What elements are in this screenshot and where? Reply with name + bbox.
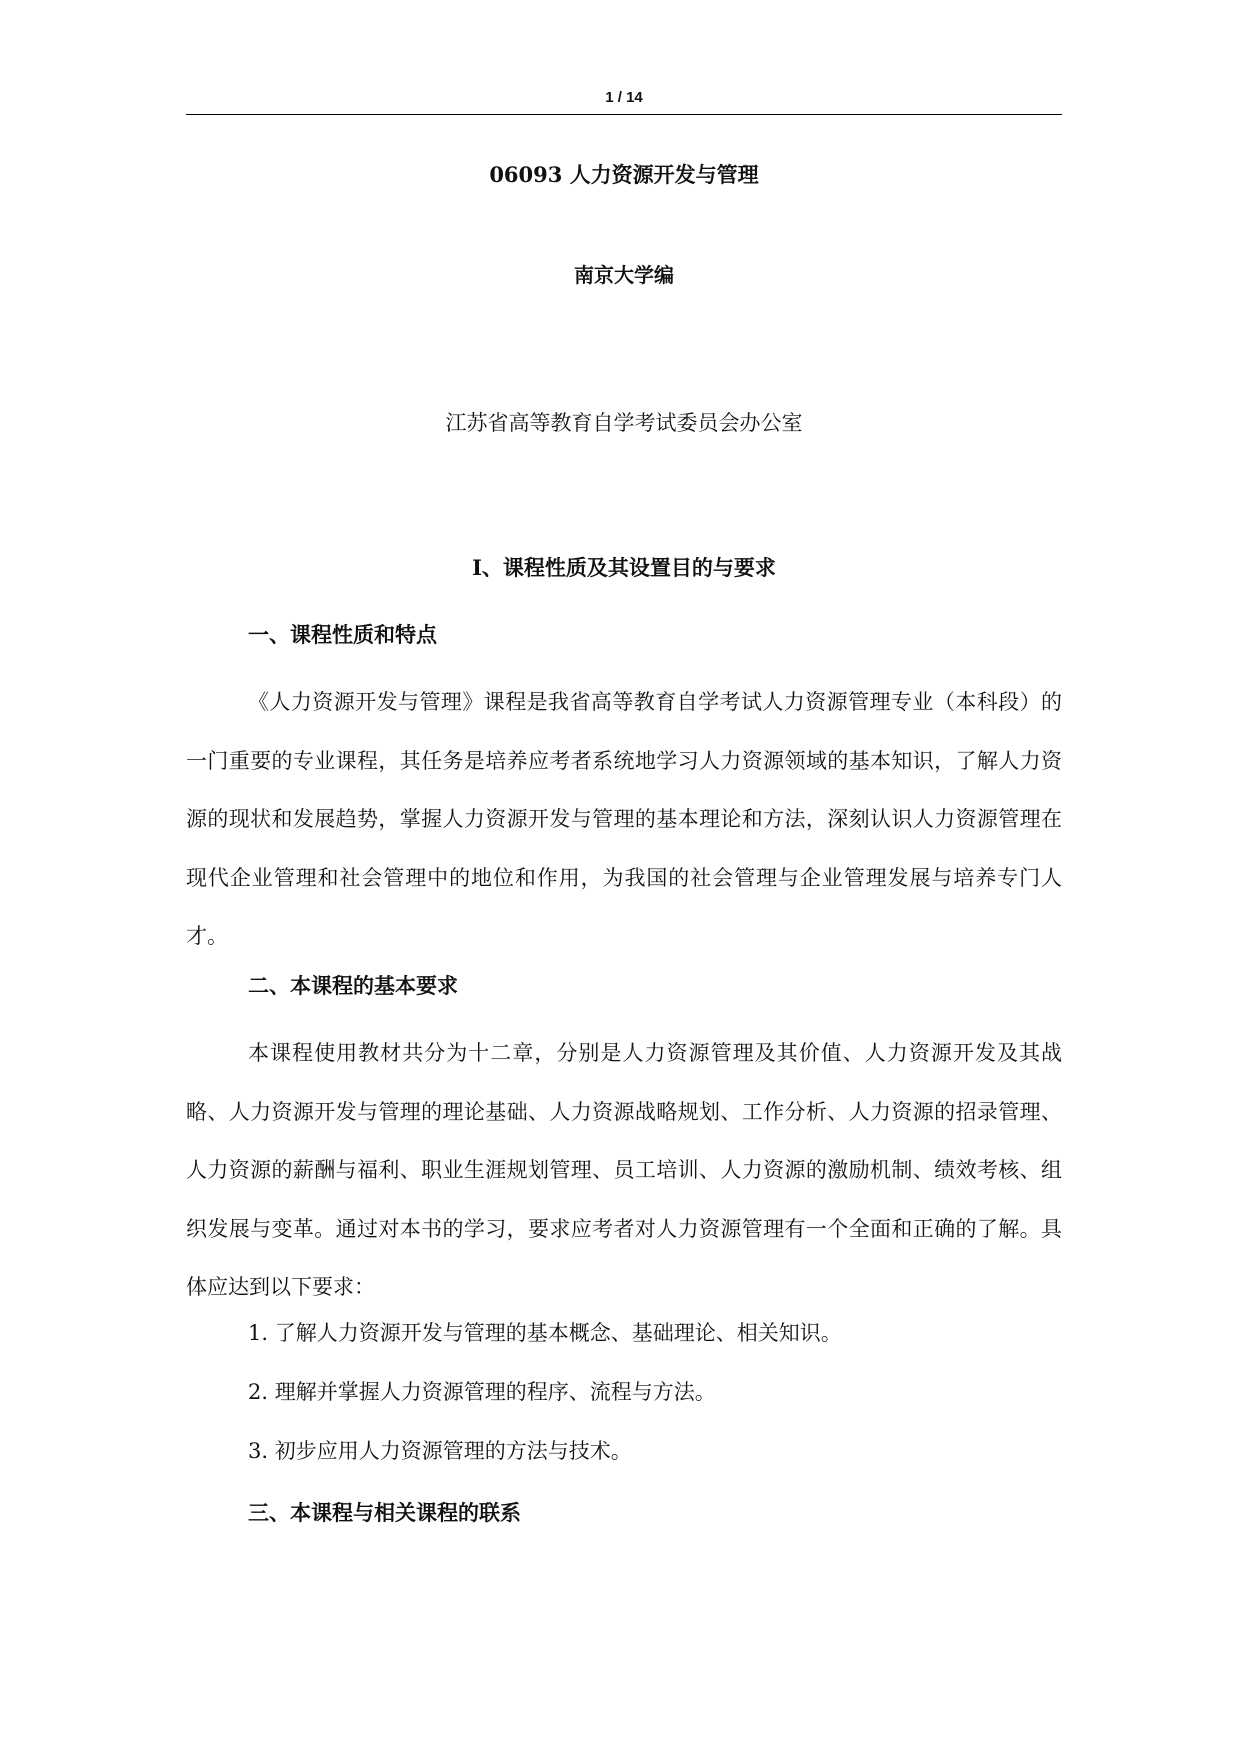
section-paragraph-2: 本课程使用教材共分为十二章，分别是人力资源管理及其价值、人力资源开发及其战略、人力资源开发与管理的理论基础、人力资源战略规划、工作分析、人力资源的招录管理、人力资源的薪酬与福利、职业生涯规划管理、员工培训、人力资源的激励机制、绩效考核、组织发展与变革。通过对本书的学习，要求应考者对人力资源管理有一个全面和正确的了解。具体应达到以下要求：	[186, 1041, 1062, 1299]
requirement-item-1: 1. 了解人力资源开发与管理的基本概念、基础理论、相关知识。	[248, 1321, 842, 1345]
section-heading-1: 一、课程性质和特点	[248, 622, 437, 647]
requirement-item-2: 2. 理解并掌握人力资源管理的程序、流程与方法。	[248, 1380, 716, 1404]
document-publisher: 江苏省高等教育自学考试委员会办公室	[445, 411, 803, 435]
section-paragraph-1: 《人力资源开发与管理》课程是我省高等教育自学考试人力资源管理专业（本科段）的一门重要的专业课程，其任务是培养应考者系统地学习人力资源领域的基本知识，了解人力资源的现状和发展趋势，掌握人力资源开发与管理的基本理论和方法，深刻认识人力资源管理在现代企业管理和社会管理中的地位和作用，为我国的社会管理与企业管理发展与培养专门人才。	[186, 690, 1062, 948]
page-number: 1 / 14	[605, 89, 643, 106]
page-header	[186, 88, 1062, 115]
requirement-item-3: 3. 初步应用人力资源管理的方法与技术。	[248, 1439, 632, 1463]
section-heading-2: 二、本课程的基本要求	[248, 973, 458, 998]
part-heading: Ⅰ、课程性质及其设置目的与要求	[472, 555, 776, 580]
document-editor: 南京大学编	[574, 263, 674, 287]
document-title: 06093 人力资源开发与管理	[489, 162, 759, 187]
section-heading-3: 三、本课程与相关课程的联系	[248, 1500, 521, 1525]
